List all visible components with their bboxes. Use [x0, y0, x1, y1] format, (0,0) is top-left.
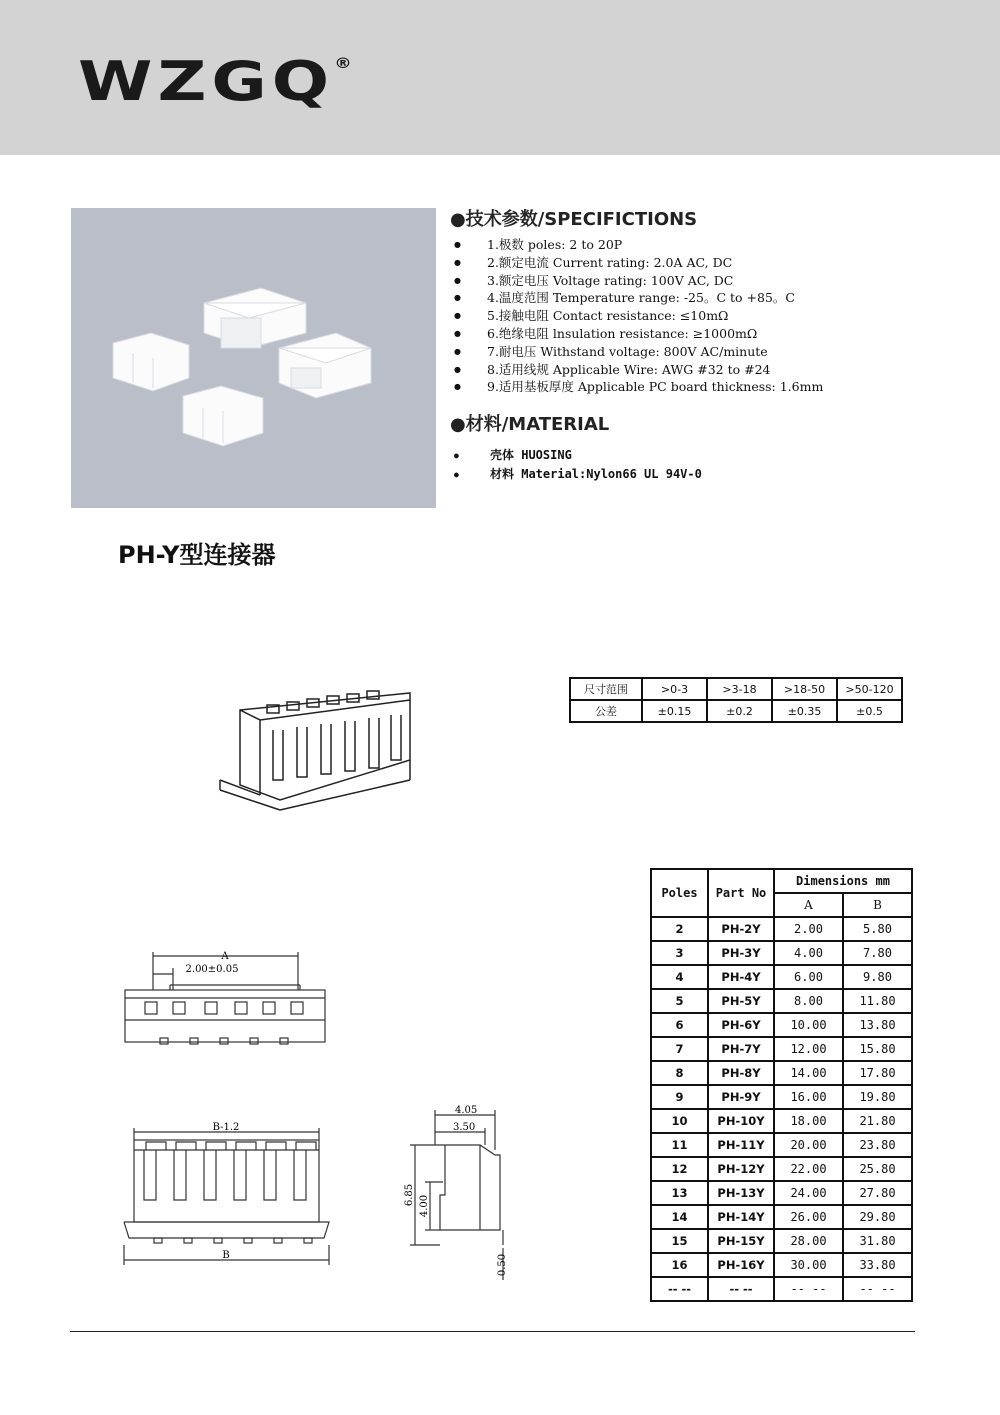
material-item: ● 材料 Material:Nylon66 UL 94V-0 — [452, 465, 702, 484]
table-cell: 8.00 — [774, 989, 843, 1013]
table-row — [651, 1061, 912, 1085]
table-cell: 20.00 — [774, 1133, 843, 1157]
table-cell: 6.00 — [774, 965, 843, 989]
spec-item: ● 7.耐电压 Withstand voltage: 800V AC/minute — [452, 343, 823, 361]
table-cell: 5 — [651, 989, 708, 1013]
table-row — [651, 941, 912, 965]
table-cell: 11 — [651, 1133, 708, 1157]
specifications-list — [452, 236, 823, 396]
table-row — [651, 1253, 912, 1277]
table-cell: 3 — [651, 941, 708, 965]
spec-item: ● 2.额定电流 Current rating: 2.0A AC, DC — [452, 254, 823, 272]
dim-label-685: 6.85 — [404, 1183, 415, 1207]
table-cell: PH-3Y — [708, 941, 774, 965]
table-cell: PH-7Y — [708, 1037, 774, 1061]
table-cell: 16.00 — [774, 1085, 843, 1109]
bottom-view-drawing — [124, 1120, 334, 1270]
table-cell: 21.80 — [843, 1109, 912, 1133]
dim-label-b-minus: B-1.2 — [212, 1122, 240, 1133]
table-cell: 9.80 — [843, 965, 912, 989]
table-cell: PH-16Y — [708, 1253, 774, 1277]
dim-label-b: B — [222, 1250, 230, 1261]
table-row — [651, 1013, 912, 1037]
table-row — [651, 1181, 912, 1205]
table-row — [570, 700, 902, 722]
table-cell: 25.80 — [843, 1157, 912, 1181]
table-cell: 13 — [651, 1181, 708, 1205]
header-dimensions: Dimensions mm — [774, 869, 912, 893]
table-cell: 17.80 — [843, 1061, 912, 1085]
material-item: ● 壳体 HUOSING — [452, 446, 702, 465]
table-cell: PH-12Y — [708, 1157, 774, 1181]
table-row — [651, 1109, 912, 1133]
table-cell: 13.80 — [843, 1013, 912, 1037]
dim-label-405: 4.05 — [455, 1105, 478, 1116]
side-view-drawing — [395, 1100, 520, 1285]
table-row — [651, 1157, 912, 1181]
table-cell: 16 — [651, 1253, 708, 1277]
table-cell: PH-15Y — [708, 1229, 774, 1253]
table-cell: 28.00 — [774, 1229, 843, 1253]
table-cell: 5.80 — [843, 917, 912, 941]
header-band — [0, 0, 1000, 155]
table-cell: 6 — [651, 1013, 708, 1037]
table-cell: 31.80 — [843, 1229, 912, 1253]
table-cell: -- -- — [774, 1277, 843, 1301]
table-cell: 尺寸范围 — [570, 678, 642, 700]
table-cell: 15.80 — [843, 1037, 912, 1061]
spec-item: ● 5.接触电阻 Contact resistance: ≤10mΩ — [452, 307, 823, 325]
table-cell: 33.80 — [843, 1253, 912, 1277]
table-cell: 24.00 — [774, 1181, 843, 1205]
specifications-title: ●技术参数/SPECIFICTIONS — [450, 209, 698, 230]
table-cell: PH-4Y — [708, 965, 774, 989]
table-cell: 29.80 — [843, 1205, 912, 1229]
table-cell: -- -- — [651, 1277, 708, 1301]
table-cell: PH-14Y — [708, 1205, 774, 1229]
table-row — [651, 965, 912, 989]
table-cell: >18-50 — [772, 678, 837, 700]
table-cell: 30.00 — [774, 1253, 843, 1277]
table-cell: 27.80 — [843, 1181, 912, 1205]
table-row — [651, 1133, 912, 1157]
brand-logo: WZGQ® — [78, 50, 352, 113]
header-poles: Poles — [651, 869, 708, 917]
table-cell: 26.00 — [774, 1205, 843, 1229]
table-cell: 公差 — [570, 700, 642, 722]
table-cell: 7 — [651, 1037, 708, 1061]
table-cell: 23.80 — [843, 1133, 912, 1157]
table-row — [651, 1277, 912, 1301]
table-cell: 11.80 — [843, 989, 912, 1013]
table-cell: 18.00 — [774, 1109, 843, 1133]
table-cell: 7.80 — [843, 941, 912, 965]
header-part-no: Part No — [708, 869, 774, 917]
material-list — [452, 446, 702, 484]
table-cell: 14.00 — [774, 1061, 843, 1085]
spec-item: ● 8.适用线规 Applicable Wire: AWG #32 to #24 — [452, 361, 823, 379]
tolerance-table — [569, 677, 903, 723]
table-cell: 4.00 — [774, 941, 843, 965]
table-cell: 4 — [651, 965, 708, 989]
table-cell: 14 — [651, 1205, 708, 1229]
table-cell: 22.00 — [774, 1157, 843, 1181]
table-cell: 2.00 — [774, 917, 843, 941]
table-cell: PH-9Y — [708, 1085, 774, 1109]
table-cell: >0-3 — [642, 678, 707, 700]
table-header-row — [651, 869, 912, 893]
table-cell: >50-120 — [837, 678, 902, 700]
product-title: PH-Y型连接器 — [118, 541, 276, 569]
table-cell: 10 — [651, 1109, 708, 1133]
table-cell: 12 — [651, 1157, 708, 1181]
connector-isometric-drawing — [215, 685, 415, 810]
table-row — [651, 1085, 912, 1109]
header-a: A — [774, 893, 843, 917]
table-row — [651, 1229, 912, 1253]
table-cell: PH-10Y — [708, 1109, 774, 1133]
product-photo — [71, 208, 436, 508]
table-cell: ±0.5 — [837, 700, 902, 722]
dimension-table — [650, 868, 913, 1302]
connector-photo-illustration — [71, 208, 436, 508]
spec-item: ● 9.适用基板厚度 Applicable PC board thickness: 1.6mm — [452, 378, 823, 396]
table-row — [651, 1037, 912, 1061]
table-cell: PH-2Y — [708, 917, 774, 941]
table-row — [570, 678, 902, 700]
dim-label-050: 0.50 — [497, 1253, 508, 1277]
table-cell: 19.80 — [843, 1085, 912, 1109]
table-cell: ±0.2 — [707, 700, 772, 722]
spec-item: ● 1.极数 poles: 2 to 20P — [452, 236, 823, 254]
spec-item: ● 6.绝缘电阻 lnsulation resistance: ≥1000mΩ — [452, 325, 823, 343]
table-row — [651, 989, 912, 1013]
table-cell: ±0.15 — [642, 700, 707, 722]
table-cell: -- -- — [708, 1277, 774, 1301]
spec-item: ● 3.额定电压 Voltage rating: 100V AC, DC — [452, 272, 823, 290]
table-cell: -- -- — [843, 1277, 912, 1301]
table-cell: 10.00 — [774, 1013, 843, 1037]
table-row — [651, 1205, 912, 1229]
dim-label-a: A — [221, 951, 229, 962]
footer-divider — [70, 1331, 915, 1332]
dim-label-pitch: 2.00±0.05 — [185, 964, 239, 975]
table-cell: 8 — [651, 1061, 708, 1085]
header-b: B — [843, 893, 912, 917]
table-cell: 2 — [651, 917, 708, 941]
table-cell: PH-6Y — [708, 1013, 774, 1037]
table-cell: >3-18 — [707, 678, 772, 700]
dim-label-400: 4.00 — [419, 1194, 430, 1218]
table-cell: PH-11Y — [708, 1133, 774, 1157]
top-view-drawing — [125, 950, 330, 1055]
dimension-table-body — [651, 917, 912, 1301]
table-cell: 9 — [651, 1085, 708, 1109]
table-cell: ±0.35 — [772, 700, 837, 722]
table-cell: PH-8Y — [708, 1061, 774, 1085]
dim-label-350: 3.50 — [453, 1122, 476, 1133]
table-cell: 12.00 — [774, 1037, 843, 1061]
spec-item: ● 4.温度范围 Temperature range: -25。C to +85。C — [452, 289, 823, 307]
table-row — [651, 917, 912, 941]
table-cell: 15 — [651, 1229, 708, 1253]
table-cell: PH-13Y — [708, 1181, 774, 1205]
material-title: ●材料/MATERIAL — [450, 414, 610, 435]
table-cell: PH-5Y — [708, 989, 774, 1013]
